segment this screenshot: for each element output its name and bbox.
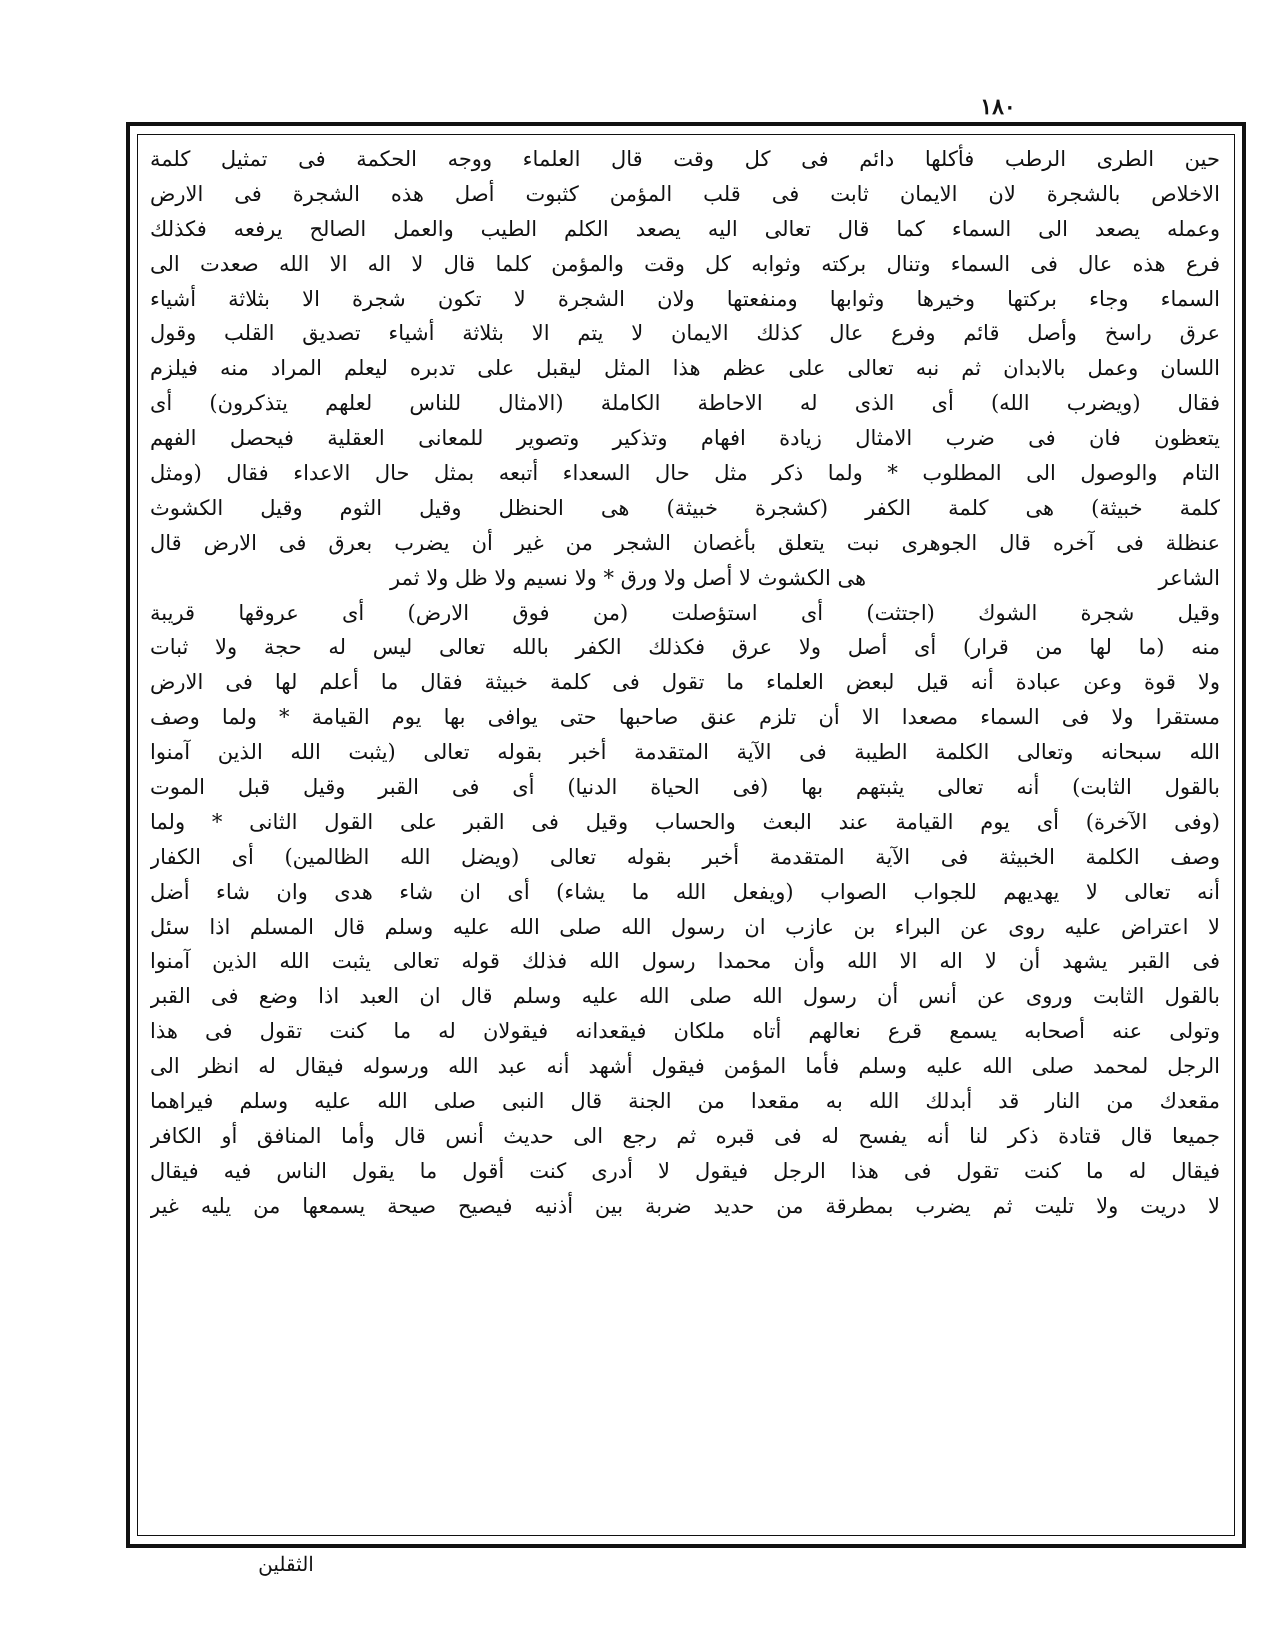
text-line: حين الطرى الرطب فأكلها دائم فى كل وقت قال العلماء ووجه الحكمة فى تمثيل كلمة bbox=[150, 147, 1220, 171]
text-line: اللسان وعمل بالابدان ثم نبه تعالى على عظم هذا المثل ليقبل على تدبره ليعلم المراد منه فيلزم bbox=[150, 356, 1220, 381]
text-line: لا اعتراض عليه روى عن البراء بن عازب ان رسول الله صلى الله عليه وسلم قال المسلم اذا سئل bbox=[150, 914, 1220, 939]
verse-label: الشاعر bbox=[1158, 565, 1220, 590]
text-line: منه (ما لها من قرار) أى أصل ولا عرق فكذلك الكفر بالله تعالى ليس له حجة ولا ثبات bbox=[150, 635, 1220, 660]
text-line: أنه تعالى لا يهديهم للجواب الصواب (ويفعل الله ما يشاء) أى ان شاء هدى وان شاء أضل bbox=[150, 879, 1220, 904]
text-line: (وفى الآخرة) أى يوم القيامة عند البعث والحساب وقيل فى القبر على القول الثانى * ولما bbox=[150, 809, 1220, 834]
text-line: مقعدك من النار قد أبدلك الله به مقعدا من الجنة قال النبى صلى الله عليه وسلم فيراهما bbox=[150, 1089, 1220, 1114]
text-line: وعمله يصعد الى السماء كما قال تعالى اليه يصعد الكلم الطيب والعمل الصالح يرفعه فكذلك bbox=[150, 216, 1220, 241]
text-line: جميعا قال قتادة ذكر لنا أنه يفسح له فى قبره ثم رجع الى حديث أنس قال وأما المنافق أو الكافر bbox=[150, 1123, 1220, 1148]
text-line: الرجل لمحمد صلى الله عليه وسلم فأما المؤمن فيقول أشهد أنه عبد الله ورسوله فيقال له انظر الى bbox=[150, 1054, 1220, 1079]
text-line: الله سبحانه وتعالى الكلمة الطيبة فى الآية المتقدمة أخبر بقوله تعالى (يثبت الله الذين آمنوا bbox=[150, 740, 1220, 765]
catchword: الثقلين bbox=[258, 1552, 314, 1576]
text-line: التام والوصول الى المطلوب * ولما ذكر مثل حال السعداء أتبعه بمثل حال الاعداء فقال (ومثل bbox=[150, 461, 1220, 486]
text-line: فرع هذه عال فى السماء وتنال بركته وثوابه كل وقت والمؤمن كلما قال لا اله الا الله صعدت الى bbox=[150, 251, 1220, 276]
body-text bbox=[150, 142, 1220, 1522]
text-line: عرق راسخ وأصل قائم وفرع عال كذلك الايمان لا يتم الا بثلاثة أشياء تصديق القلب وقول bbox=[150, 321, 1220, 346]
text-line: مستقرا ولا فى السماء مصعدا الا أن تلزم عنق صاحبها حتى يوافى بها يوم القيامة * ولما وصف bbox=[150, 705, 1220, 730]
verse-text: هى الكشوث لا أصل ولا ورق * ولا نسيم ولا ظل ولا ثمر bbox=[390, 565, 867, 590]
text-line: يتعظون فان فى ضرب الامثال زيادة افهام وتذكير وتصوير للمعانى العقلية فيحصل الفهم bbox=[150, 426, 1220, 451]
text-line: بالقول الثابت وروى عن أنس أن رسول الله صلى الله عليه وسلم قال ان العبد اذا وضع فى القبر bbox=[150, 984, 1220, 1009]
text-line: لا دريت ولا تليت ثم يضرب بمطرقة من حديد ضربة بين أذنيه فيصيح صيحة يسمعها من يليه غير bbox=[150, 1193, 1220, 1218]
text-line: فى القبر يشهد أن لا اله الا الله وأن محمدا رسول الله فذلك قوله تعالى يثبت الله الذين آمنوا bbox=[150, 949, 1220, 974]
text-line: فيقال له ما كنت تقول فى هذا الرجل فيقول لا أدرى كنت أقول ما يقول الناس فيه فيقال bbox=[150, 1158, 1220, 1183]
text-line: بالقول الثابت) أنه تعالى يثبتهم بها (فى الحياة الدنيا) أى فى القبر وقيل قبل الموت bbox=[150, 775, 1220, 800]
text-line: الاخلاص بالشجرة لان الايمان ثابت فى قلب المؤمن كثبوت أصل هذه الشجرة فى الارض bbox=[150, 181, 1220, 206]
text-line: فقال (ويضرب الله) أى الذى له الاحاطة الكاملة (الامثال للناس لعلهم يتذكرون) أى bbox=[150, 391, 1220, 416]
text-line: كلمة خبيثة) هى كلمة الكفر (كشجرة خبيثة) هى الحنظل وقيل الثوم وقيل الكشوث bbox=[150, 495, 1220, 520]
verse-line bbox=[150, 561, 1220, 596]
text-line: ولا قوة وعن عبادة أنه قيل لبعض العلماء ما تقول فى كلمة خبيثة فقال ما أعلم لها فى الارض bbox=[150, 670, 1220, 695]
text-line: السماء وجاء بركتها وخيرها وثوابها ومنفعتها ولان الشجرة لا تكون شجرة الا بثلاثة أشياء bbox=[150, 286, 1220, 311]
text-line: وتولى عنه أصحابه يسمع قرع نعالهم أتاه ملكان فيقعدانه فيقولان له ما كنت تقول فى هذا bbox=[150, 1019, 1220, 1044]
text-line: عنظلة فى آخره قال الجوهرى نبت يتعلق بأغصان الشجر من غير أن يضرب بعرق فى الارض قال bbox=[150, 530, 1220, 555]
text-line: وقيل شجرة الشوك (اجتثت) أى استؤصلت (من فوق الارض) أى عروقها قريبة bbox=[150, 600, 1220, 625]
page-number: ١٨٠ bbox=[980, 94, 1016, 120]
text-line: وصف الكلمة الخبيثة فى الآية المتقدمة أخبر بقوله تعالى (ويضل الله الظالمين) أى الكفار bbox=[150, 844, 1220, 869]
